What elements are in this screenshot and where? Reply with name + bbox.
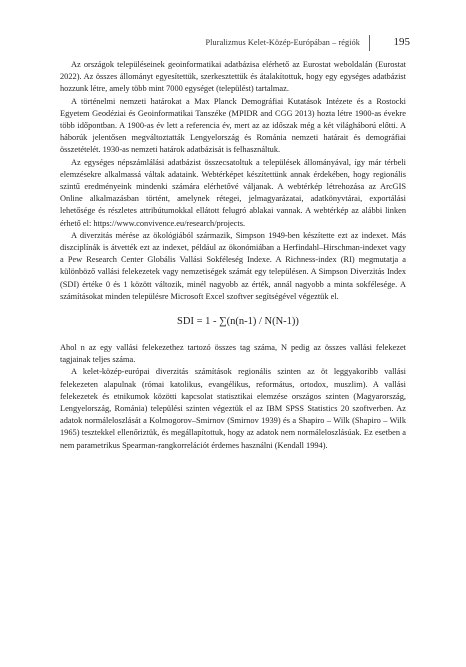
running-head	[56, 35, 410, 53]
paragraph-data-sources: Az országok településeinek geoinformatikai adatbázisa elérhető az Eurostat weboldalán (Eurostat 2022). Az összes állományt egyesítettük, szerkesztettük és átalakítottuk, hogy egy egységes adatbázist hozzunk létre, amely több mint 7000 egységet (települést) tartalmaz.	[60, 60, 406, 94]
page-number: 195	[393, 36, 410, 48]
header-divider	[369, 35, 370, 51]
paragraph-statistical-analysis: A kelet-közép-európai diverzitás számítások regionális szinten az öt leggyakoribb vallási felekezeten alapulnak (római katolikus, evangélikus, református, ortodox, muszlim). A vallási felekezetek és etnikumok közötti kapcsolat statisztikai elemzése országos szinten (Magyarország, Lengyelország, Románia) települési szinten végeztük el az IBM SPSS Statistics 20 szoftverben. Az adatok normáleloszlását a Kolmogorov–Smirnov (Smirnov 1939) és a Shapiro – Wilk (Shapiro – Wilk 1965) tesztekkel ellenőriztük, és megállapítottuk, hogy az adatok nem normáleloszlásúak. Ez esetben a nem parametrikus Spearman-rangkorrelációt érdemes használni (Kendall 1994).	[60, 367, 406, 450]
formula-explanation: Ahol n az egy vallási felekezethez tartozó összes tag száma, N pedig az összes vallási felekezet tagjainak teljes száma.	[60, 343, 406, 365]
running-title: Pluralizmus Kelet-Közép-Európában – régiók	[205, 38, 360, 47]
paragraph-diversity-index: A diverzitás mérése az ökológiából származik, Simpson 1949-ben készítette ezt az indexet. Más diszciplínák is átvették ezt az indexet, például az ökonómiában a Herfindahl–Hirschman-indexet vagy a Pew Research Center Globális Vallási Sokféleség Indexe. A Richness-index (RI) megmutatja a különböző vallási felekezetek vagy nemzetiségek számát egy településen. A Simpson Diverzitás Index (SDI) értéke 0 és 1 között változik, minél nagyobb az érték, annál nagyobb a minta sokfélesége. A számításokat minden településre Microsoft Excel szoftver segítségével végeztük el.	[60, 230, 406, 301]
body-text	[60, 59, 406, 452]
sdi-formula: SDI = 1 - ∑(n(n-1) / N(N-1))	[177, 316, 299, 328]
paragraph-web-map: Az egységes népszámlálási adatbázist összecsatoltuk a települések állományával, így már térbeli elemzésekre alkalmassá váltak adataink. Webtérképet készítettünk annak érdekében, hogy regionális szintű eredményeink mindenki számára elérhetővé váljanak. A webtérkép létrehozása az ArcGIS Online alkalmazásban történt, amelynek rétegei, jelmagyarázatai, adatkönyvtárai, exportálási lehetősége és részletes attribútumokkal ellátott felugró ablakai vannak. A webtérkép az alábbi linken érhető el: https://www.convivence.eu/research/projects.	[60, 157, 406, 228]
paragraph-historical-borders: A történelmi nemzeti határokat a Max Planck Demográfiai Kutatások Intézete és a Rostocki Egyetem Geodéziai és Geoinformatikai Tanszéke (MPIDR and CGG 2013) hozta létre 1900-as évekre több időpontban. A 1900-as év lett a referencia év, mert az az időszak még a két világháború előtti. A háborúk jelentősen megváltoztatták Lengyelország és Románia nemzeti határait és demográfiai összetételét. 1930-as nemzeti határok adatbázisát is felhasználtuk.	[60, 96, 406, 155]
